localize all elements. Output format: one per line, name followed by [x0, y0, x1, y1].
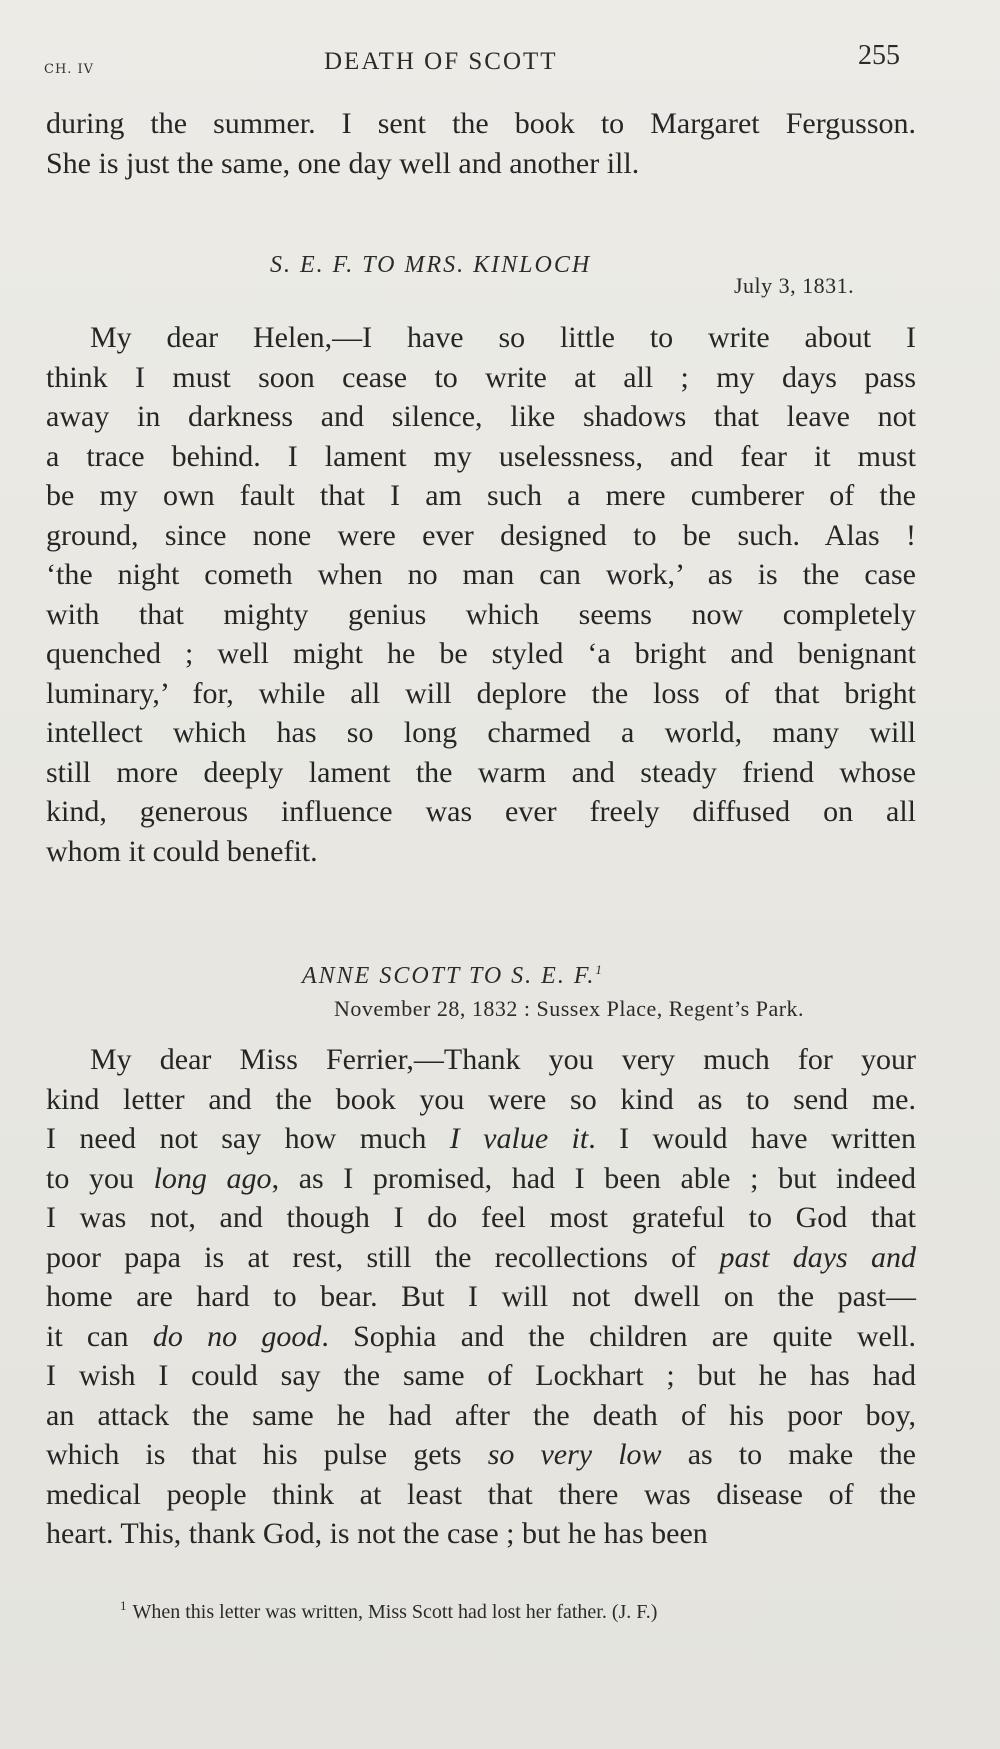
text-line: intellect which has so long charmed a world, many will: [46, 716, 916, 749]
text-run: medical people think at least that there was disease of the: [46, 1477, 916, 1511]
text-run: which is that his pulse gets: [46, 1438, 488, 1471]
text-line: think I must soon cease to write at all ; my days pass: [46, 360, 916, 394]
text-run: heart. This, thank God, is not the case ; but he has been: [46, 1517, 708, 1550]
text-line: [46, 1238, 916, 1278]
text-line: [46, 1080, 916, 1120]
letter-heading: [302, 962, 604, 990]
text-run: it can: [46, 1319, 153, 1353]
letter-date: July 3, 1831.: [734, 273, 855, 298]
text-line: [46, 1119, 916, 1159]
text-line: away in darkness and silence, like shadows that leave not: [46, 400, 916, 433]
text-line: kind, generous influence was ever freely diffused on all: [46, 795, 916, 828]
chapter-label: CH. IV: [44, 62, 95, 77]
italic-text: past days and: [719, 1240, 916, 1274]
text-run: poor papa is at rest, still the recollections of: [46, 1240, 720, 1274]
running-head: [44, 40, 900, 90]
letter-heading: S. E. F. TO MRS. KINLOCH: [270, 252, 592, 278]
text-line: [46, 1198, 916, 1238]
italic-text: so very low: [487, 1438, 662, 1471]
text-run: I need not say how much: [46, 1122, 450, 1155]
text-line: [46, 1277, 916, 1317]
letter-heading-text: ANNE SCOTT TO S. E. F.: [302, 963, 596, 989]
letter-body: [46, 1040, 916, 1554]
letter-body: [46, 318, 916, 871]
text-line: whom it could benefit.: [46, 834, 318, 868]
text-line: luminary,’ for, while all will deplore the loss of that bright: [46, 676, 916, 710]
text-line: during the summer. I sent the book to Margaret Fergusson.: [46, 107, 916, 140]
text-line: My dear Helen,—I have so little to write about I: [90, 321, 916, 354]
footnote-reference: 1: [595, 962, 604, 977]
text-run: . I would have written: [588, 1122, 916, 1155]
text-line: ‘the night cometh when no man can work,’ as is the case: [46, 558, 916, 591]
opening-paragraph: [46, 104, 916, 183]
text-line: a trace behind. I lament my uselessness, and fear it must: [46, 439, 916, 473]
text-line: [46, 1396, 916, 1436]
running-title: DEATH OF SCOTT: [324, 48, 558, 75]
text-run: as to make the: [661, 1438, 916, 1471]
text-run: home are hard to bear. But I will not dwell on the past—: [46, 1280, 916, 1313]
text-run: , as I promised, had I been able ; but indeed: [271, 1161, 916, 1195]
text-run: kind letter and the book you were so kind as to send me.: [46, 1082, 916, 1116]
italic-text: long ago: [153, 1161, 272, 1195]
text-line: [46, 1514, 916, 1554]
footnote-text: When this letter was written, Miss Scott had lost her father. (J. F.): [132, 1601, 658, 1623]
text-line: still more deeply lament the warm and steady friend whose: [46, 755, 916, 789]
text-run: . Sophia and the children are quite well.: [321, 1319, 916, 1353]
text-line: [46, 1317, 916, 1357]
footnote-mark: 1: [120, 1598, 127, 1613]
italic-text: do no good: [152, 1319, 322, 1353]
text-run: to you: [46, 1161, 154, 1195]
text-line: quenched ; well might he be styled ‘a bright and benignant: [46, 637, 916, 670]
text-line: [46, 1040, 916, 1080]
text-line: [46, 1159, 916, 1199]
page-number: 255: [858, 40, 900, 71]
footnote: [120, 1598, 657, 1624]
text-run: I was not, and though I do feel most grateful to God that: [46, 1201, 916, 1234]
text-line: She is just the same, one day well and another ill.: [46, 146, 640, 180]
letter-date: November 28, 1832 : Sussex Place, Regent’s Park.: [334, 996, 805, 1021]
text-line: with that mighty genius which seems now completely: [46, 597, 916, 631]
text-run: an attack the same he had after the death of his poor boy,: [46, 1398, 916, 1432]
italic-text: I value it: [449, 1122, 589, 1155]
text-line: ground, since none were ever designed to be such. Alas !: [46, 518, 916, 552]
text-line: [46, 1475, 916, 1515]
text-line: [46, 1435, 916, 1475]
text-run: My dear Miss Ferrier,—Thank you very much for your: [90, 1043, 916, 1076]
text-line: [46, 1356, 916, 1396]
text-run: I wish I could say the same of Lockhart ; but he has had: [46, 1359, 916, 1392]
text-line: be my own fault that I am such a mere cumberer of the: [46, 479, 916, 512]
